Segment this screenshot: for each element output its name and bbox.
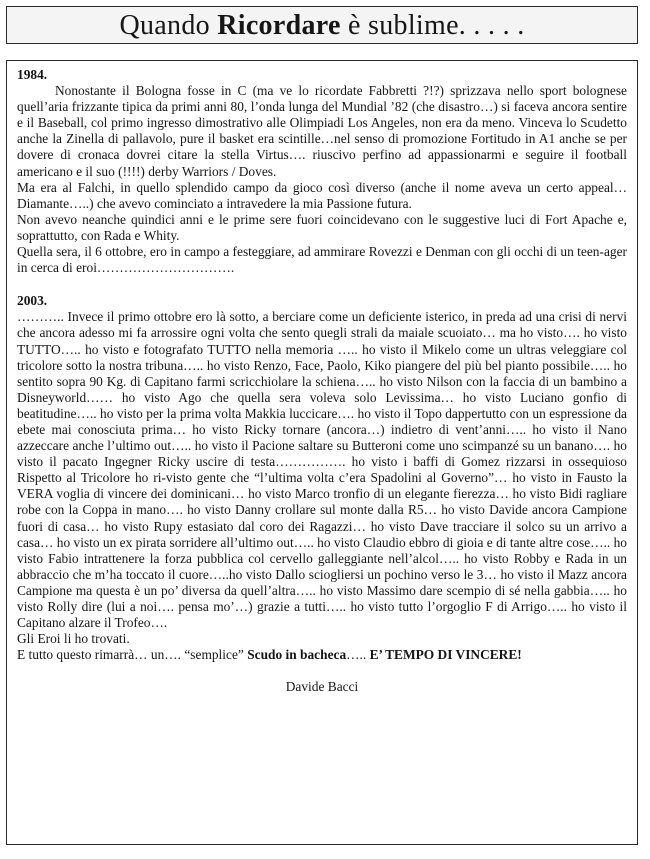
paragraph-1984-intro: Nonostante il Bologna fosse in C (ma ve lo ricordate Fabbretti ?!?) sprizzava nello sport bolognese quell’aria frizzante tipica da primi anni 80, l’onda lunga del Mundial ’82 (che disastro…) si faceva ancora sentire e il Baseball, col primo ingresso dimostrativo alle Olimpiadi Los Angeles, non era da meno. Vinceva lo Scudetto anche la Zinella di pallavolo, pure il basket era scintille…nel senso di promozione Fortitudo in A1 anche se per dovere di cronaca dovrei citare la stella Virtus…. riuscivo perfino ad appassionarmi e seguire il football americano e il suo (!!!!) derby Warriors / Doves. [17,83,627,179]
title-trail: è sublime. . . . . [340,10,525,41]
closing-lead: E tutto questo rimarrà… un…. “semplice” [17,647,248,663]
paragraph-1984-october: Quella sera, il 6 ottobre, ero in campo a festeggiare, ad ammirare Rovezzi e Denman con gli occhi di un teen-ager in cerca di eroi…………………………. [17,244,627,276]
title-banner [6,6,638,44]
author-signature: Davide Bacci [285,679,359,695]
article-body [17,67,627,695]
paragraph-2003-heroes: Gli Eroi li ho trovati. [17,631,130,647]
closing-mid: ….. [346,647,370,663]
section-spacer [17,276,627,293]
title-bold-word: Ricordare [217,10,341,41]
paragraph-1984-fort-apache: Non avevo neanche quindici anni e le prime sere fuori coincidevano con le suggestive luci di Fort Apache e, soprattutto, con Rada e Whity. [17,211,627,243]
article-frame [6,60,638,845]
closing-scudo: Scudo in bacheca [247,647,347,663]
closing-slogan: E’ TEMPO DI VINCERE! [369,647,522,663]
year-heading-2003: 2003. [17,293,48,309]
paragraph-1984-falchi: Ma era al Falchi, in quello splendido campo da gioco così diverso (anche il nome aveva un certo appeal…Diamante…..) che avevo cominciato a intravedere la mia Passione futura. [17,179,627,211]
paragraph-2003-main: ……….. Invece il primo ottobre ero là sotto, a berciare come un deficiente isterico, in preda ad una crisi di nervi che ancora adesso mi fa arrossire ogni volta che sento quegli strali da maiale scuoiato… ma ho visto…. ho visto TUTTO….. ho visto e fotografato TUTTO nella memoria ….. ho visto il Mikelo come un ultras veleggiare col tricolore sotto la nostra tribuna….. ho visto Renzo, Face, Paolo, Kiko piangere del più bel pianto possibile….. ho sentito sopra 90 Kg. di Capitano farmi scricchiolare la schiena….. ho visto Nilson con la faccia di un bambino a Disneyworld…… ho visto Ago che quella sera voleva solo Levissima… ho visto Luciano gonfio di beatitudine….. ho visto per la prima volta Makkia luccicare…. ho visto il Topo dappertutto con un espressione da ebete mai conosciuta prima… ho visto Ricky tornare (ancora…) indietro di vent’anni….. ho visto il Nano azzeccare anche l’ultimo out….. ho visto il Pacione saltare su Butteroni come uno scimpanzé su un banano…. ho visto il pacato Ingegner Ricky uscire di testa……………. ho visto i baffi di Gomez rizzarsi in ossequioso Rispetto al Tricolore ho ri-visto gente che “l’ultima volta c’era Spadolini al Governo”… ho visto in Fausto la VERA voglia di vincere dei dominicani… ho visto Marco tronfio di un elegante fierezza… ho visto Bidi ragliare robe con la Coppa in mano…. ho visto Danny crollare sul monte dalla R5… ho visto Davide ancora Campione fuori di casa… ho visto Rupy estasiato dal coro dei Ragazzi… ho visto Dave tracciare il solco su un arrivo a casa… ho visto un ex pirata sorridere all’ultimo out….. ho visto Claudio ebbro di gioia e di tante altre cose….. ho visto Fabio intrattenere la forza pubblica col cervello galleggiante nell’alcol….. ho visto Robby e Rada in un abbraccio che m’ha toccato il cuore…..ho visto Dallo sciogliersi un pochino verso le 3… ho visto il Mazz ancora Campione ma questa è un po’ diversa da quell’altra….. ho visto Massimo dare scempio di sé nella gabbia….. ho visto Rolly dire (lui a noi…. pensa mo’…) grazie a tutti….. ho visto tutto l’orgoglio F di Arrigo….. ho visto il Capitano alzare il Trofeo…. [17,309,627,631]
page-title [7,11,637,41]
year-heading-1984: 1984. [17,67,48,82]
paragraph-2003-closing [17,647,627,663]
title-lead: Quando [119,10,218,41]
